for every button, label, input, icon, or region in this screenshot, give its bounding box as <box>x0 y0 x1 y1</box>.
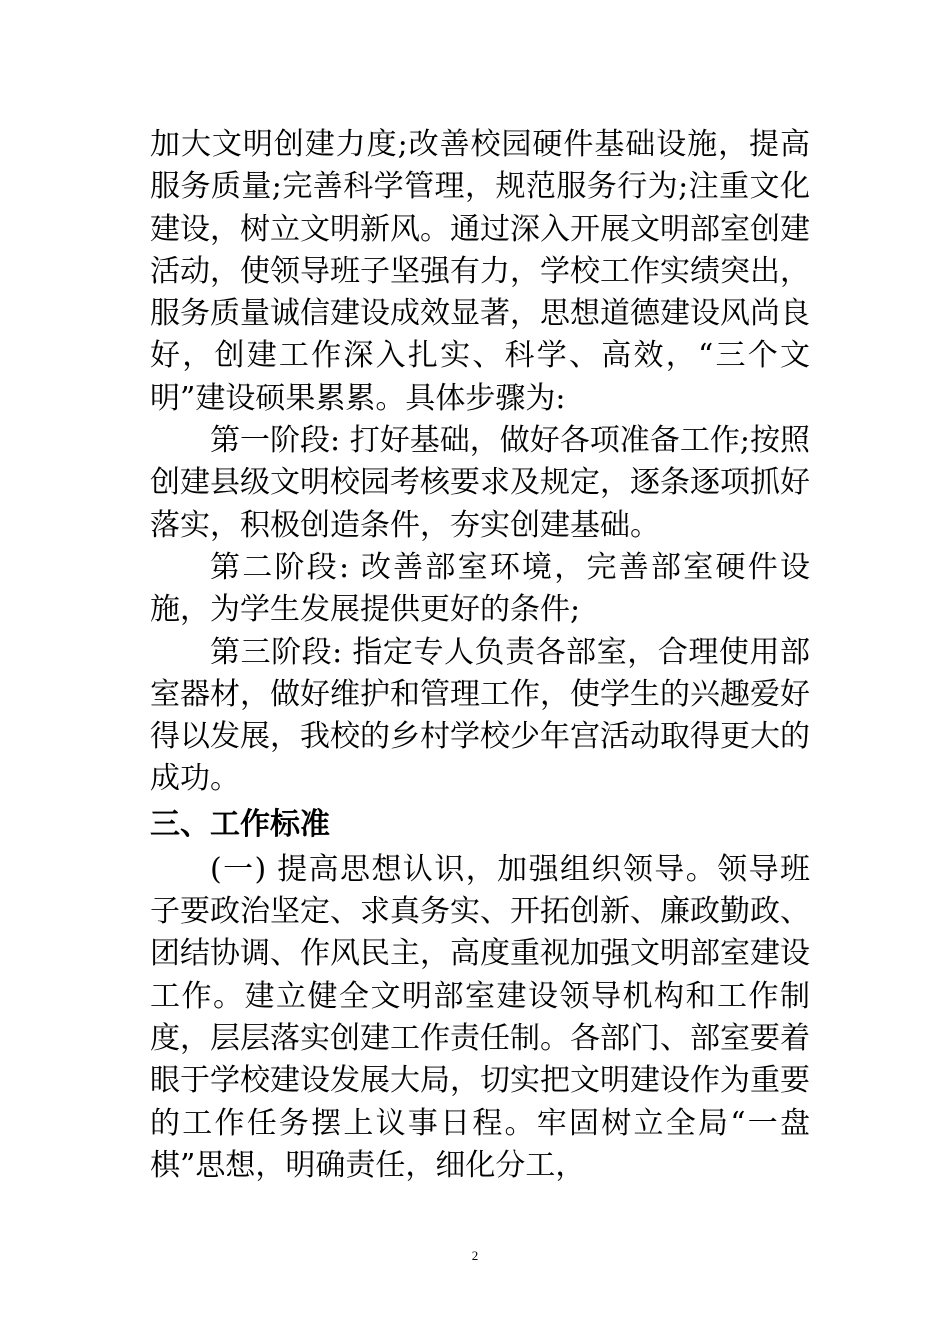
stage-one-paragraph: 第一阶段: 打好基础，做好各项准备工作;按照创建县级文明校园考核要求及规定，逐条逐项抓好落实，积极创造条件，夯实创建基础。 <box>150 423 810 543</box>
stage-three-paragraph: 第三阶段: 指定专人负责各部室，合理使用部室器材，做好维护和管理工作，使学生的兴趣爱好得以发展，我校的乡村学校少年宫活动取得更大的成功。 <box>150 634 810 797</box>
standard-one-paragraph: (一) 提高思想认识，加强组织领导。领导班子要政治坚定、求真务实、开拓创新、廉政勤政、团结协调、作风民主，高度重视加强文明部室建设工作。建立健全文明部室建设领导机构和工作制度，层层落实创建工作责任制。各部门、部室要着眼于学校建设发展大局，切实把文明建设作为重要的工作任务摆上议事日程。牢固树立全局“一盘棋”思想，明确责任，细化分工， <box>150 851 810 1183</box>
stage-two-paragraph: 第二阶段: 改善部室环境，完善部室硬件设施，为学生发展提供更好的条件; <box>150 549 810 628</box>
document-body <box>150 124 810 1187</box>
section-heading: 三、工作标准 <box>150 806 330 842</box>
page-number: 2 <box>471 1248 479 1263</box>
intro-paragraph: 加大文明创建力度;改善校园硬件基础设施，提高服务质量;完善科学管理，规范服务行为;注重文化建设，树立文明新风。通过深入开展文明部室创建活动，使领导班子坚强有力，学校工作实绩突出，服务质量诚信建设成效显著，思想道德建设风尚良好，创建工作深入扎实、科学、高效，“三个文明”建设硕果累累。具体步骤为: <box>150 127 810 416</box>
